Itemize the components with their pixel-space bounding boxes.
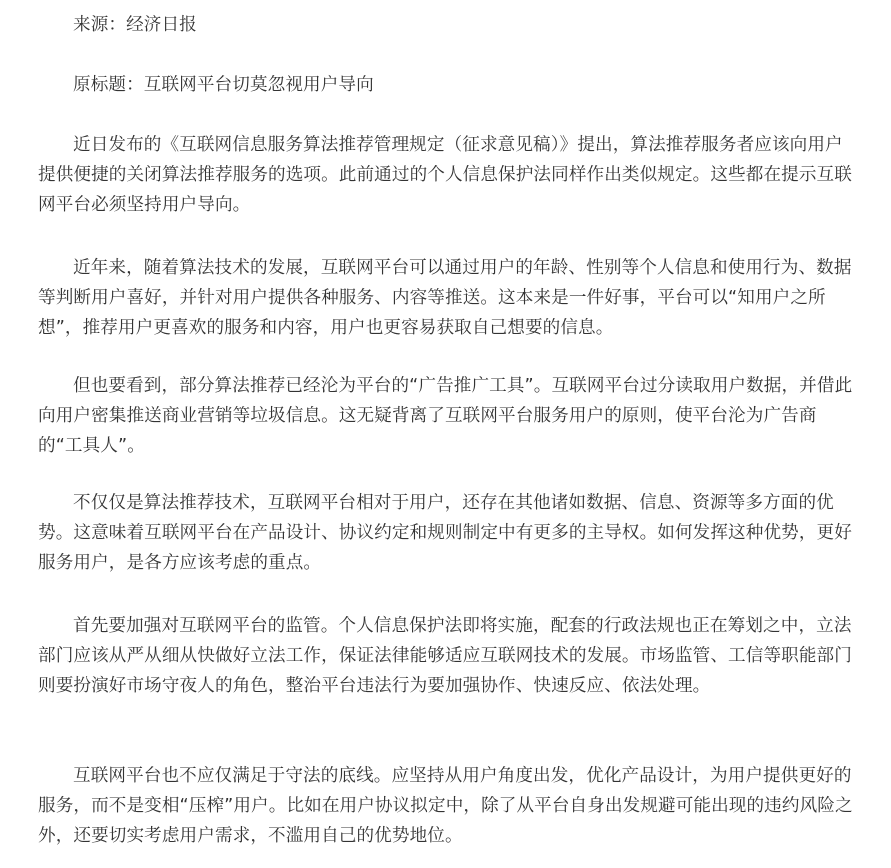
article-paragraph: 近日发布的《互联网信息服务算法推荐管理规定（征求意见稿）》提出，算法推荐服务者应该向用户提供便捷的关闭算法推荐服务的选项。此前通过的个人信息保护法同样作出类似规定。这些都在提示互联网平台必须坚持用户导向。 <box>38 135 852 215</box>
article-source: 来源：经济日报 <box>73 15 197 35</box>
article-paragraph: 首先要加强对互联网平台的监管。个人信息保护法即将实施，配套的行政法规也正在筹划之中，立法部门应该从严从细从快做好立法工作，保证法律能够适应互联网技术的发展。市场监管、工信等职能部门则要扮演好市场守夜人的角色，整治平台违法行为要加强协作、快速反应、依法处理。 <box>38 616 852 696</box>
article-paragraph: 互联网平台也不应仅满足于守法的底线。应坚持从用户角度出发，优化产品设计，为用户提供更好的服务，而不是变相“压榨”用户。比如在用户协议拟定中，除了从平台自身出发规避可能出现的违约风险之外，还要切实考虑用户需求，不滥用自己的优势地位。 <box>38 766 853 846</box>
article-paragraph: 但也要看到，部分算法推荐已经沦为平台的“广告推广工具”。互联网平台过分读取用户数据，并借此向用户密集推送商业营销等垃圾信息。这无疑背离了互联网平台服务用户的原则，使平台沦为广告商的“工具人”。 <box>38 376 853 456</box>
article-paragraph: 近年来，随着算法技术的发展，互联网平台可以通过用户的年龄、性别等个人信息和使用行为、数据等判断用户喜好，并针对用户提供各种服务、内容等推送。这本来是一件好事，平台可以“知用户之所想”，推荐用户更喜欢的服务和内容，用户也更容易获取自己想要的信息。 <box>38 258 852 338</box>
article-paragraph: 不仅仅是算法推荐技术，互联网平台相对于用户，还存在其他诸如数据、信息、资源等多方面的优势。这意味着互联网平台在产品设计、协议约定和规则制定中有更多的主导权。如何发挥这种优势，更好服务用户，是各方应该考虑的重点。 <box>38 493 852 573</box>
original-title: 原标题：互联网平台切莫忽视用户导向 <box>73 75 374 95</box>
